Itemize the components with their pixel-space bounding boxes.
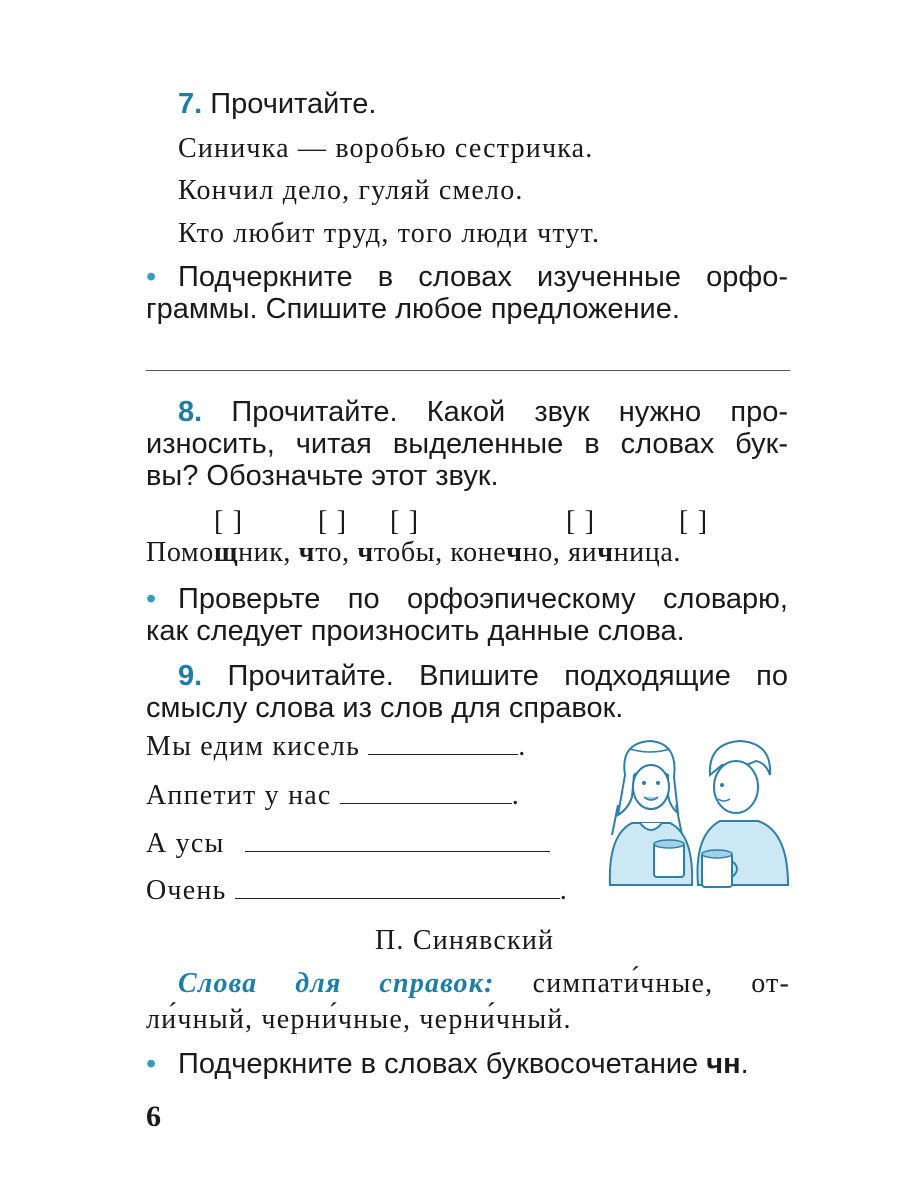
ex8-line-1: 8. Прочитайте. Какой звук нужно про- bbox=[178, 396, 788, 428]
poem-line-3: А усы bbox=[146, 828, 550, 860]
sound-bracket-2: [ ] bbox=[318, 506, 348, 537]
ex7-task-line-2: граммы. Спишите любое предложение. bbox=[146, 293, 680, 325]
ex9-line-1: 9. Прочитайте. Впишите подходящие по bbox=[178, 660, 789, 692]
ex8-word: яичница. bbox=[568, 537, 681, 568]
ex9-number: 9. bbox=[178, 660, 203, 692]
ex8-line-3: вы? Обозначьте этот звук. bbox=[146, 460, 499, 492]
ex7-task-bullet: • bbox=[146, 261, 157, 293]
children-illustration bbox=[590, 735, 790, 895]
ex8-word-line bbox=[146, 537, 681, 569]
answer-blank[interactable] bbox=[235, 876, 560, 899]
answer-blank[interactable] bbox=[245, 829, 550, 852]
ex8-word: конечно, bbox=[450, 537, 561, 568]
reference-line-1: Слова для справок: симпати́чные, от- bbox=[178, 968, 790, 999]
reference-label: Слова для справок: bbox=[178, 968, 495, 999]
sound-bracket-1: [ ] bbox=[214, 506, 244, 537]
poem-line-1: Мы едим кисель . bbox=[146, 731, 527, 762]
ex9-task-bullet: • bbox=[146, 1048, 157, 1080]
ex7-task-line-1: Подчеркните в словах изученные орфо- bbox=[178, 261, 788, 293]
ex8-number: 8. bbox=[178, 396, 203, 428]
ex8-word: чтобы, bbox=[357, 537, 443, 568]
ex9-task: Подчеркните в словах буквосочетание чн. bbox=[178, 1048, 749, 1080]
ex7-proverb-1: Синичка — воробью сестричка. bbox=[178, 133, 594, 164]
sound-bracket-4: [ ] bbox=[566, 506, 596, 537]
ex9-line-2: смыслу слова из слов для справок. bbox=[146, 692, 624, 724]
answer-blank[interactable] bbox=[368, 732, 518, 755]
poem-author: П. Синявский bbox=[375, 925, 555, 956]
writing-line bbox=[146, 370, 790, 371]
ex7-instruction: Прочитайте. bbox=[210, 88, 377, 120]
sound-bracket-5: [ ] bbox=[679, 506, 709, 537]
ex7-proverb-2: Кончил дело, гуляй смело. bbox=[178, 175, 524, 206]
poem-line-4: Очень . bbox=[146, 875, 568, 906]
poem-line-2: Аппетит у нас . bbox=[146, 780, 520, 811]
ex8-word: Помощник, bbox=[146, 537, 292, 568]
ex7-heading bbox=[178, 88, 376, 121]
ex8-task-line-2: как следует произносить данные слова. bbox=[146, 615, 685, 647]
ex8-line-2: износить, читая выделенные в словах бук- bbox=[146, 428, 788, 460]
ex7-number: 7. bbox=[178, 88, 203, 120]
ex8-word: что, bbox=[298, 537, 350, 568]
ex8-task-line-1: Проверьте по орфоэпическому словарю, bbox=[178, 583, 788, 615]
sound-bracket-3: [ ] bbox=[390, 506, 420, 537]
page-number: 6 bbox=[146, 1100, 163, 1133]
reference-line-2: ли́чный, черни́чные, черни́чный. bbox=[146, 1004, 572, 1035]
ex8-task-bullet: • bbox=[146, 583, 157, 615]
answer-blank[interactable] bbox=[340, 781, 512, 804]
ex7-proverb-3: Кто любит труд, того люди чтут. bbox=[178, 218, 601, 249]
